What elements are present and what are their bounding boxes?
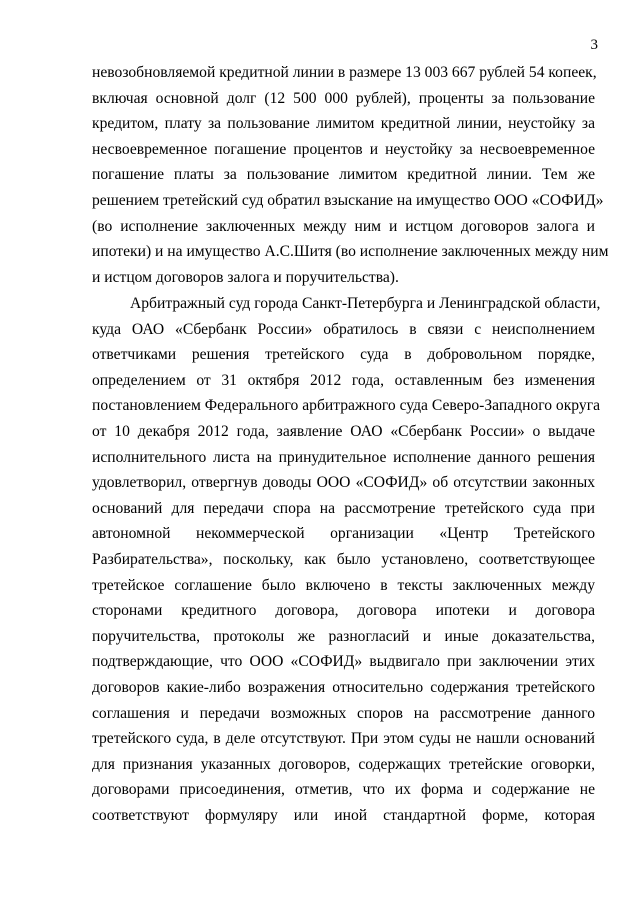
paragraph-2-line-20: договорами присоединения, отметив, что их форма и содержание не <box>92 781 595 799</box>
paragraph-2-line-19: для признания указанных договоров, содержащих третейские оговорки, <box>92 755 595 773</box>
paragraph-1-line-5: погашение платы за пользование лимитом кредитной линии. Тем же <box>92 166 595 184</box>
paragraph-1 <box>92 60 609 290</box>
paragraph-2-line-16: договоров какие-либо возражения относительно содержания третейского <box>92 678 595 696</box>
paragraph-2-line-2: куда ОАО «Сбербанк России» обратилось в связи с неисполнением <box>92 320 595 338</box>
paragraph-2-line-17: соглашения и передачи возможных споров на рассмотрение данного <box>92 704 595 722</box>
paragraph-2-line-6: от 10 декабря 2012 года, заявление ОАО «Сбербанк России» о выдаче <box>92 422 595 440</box>
paragraph-1-line-6: решением третейский суд обратил взыскание на имущество ООО «СОФИД» <box>92 191 604 209</box>
paragraph-1-line-7: (во исполнение заключенных между ним и истцом договоров залога и <box>92 217 595 235</box>
paragraph-2-line-21: соответствуют формуляру или иной стандартной форме, которая <box>92 806 595 824</box>
paragraph-1-line-8: ипотеки) и на имущество А.С.Шитя (во исполнение заключенных между ним <box>92 243 609 261</box>
paragraph-2-line-13: сторонами кредитного договора, договора ипотеки и договора <box>92 602 595 620</box>
paragraph-1-line-9: и истцом договоров залога и поручительства). <box>92 268 399 286</box>
paragraph-1-line-1: невозобновляемой кредитной линии в размере 13 003 667 рублей 54 копеек, <box>92 64 597 81</box>
paragraph-2-line-11: Разбирательства», поскольку, как было установлено, соответствующее <box>92 550 595 568</box>
paragraph-2-line-9: оснований для передачи спора на рассмотрение третейского суда при <box>92 499 595 517</box>
paragraph-2-line-8: удовлетворил, отвергнув доводы ООО «СОФИД» об отсутствии законных <box>92 474 595 492</box>
paragraph-2-line-4: определением от 31 октября 2012 года, оставленным без изменения <box>92 371 595 389</box>
paragraph-2-line-5: постановлением Федерального арбитражного суда Северо-Западного округа <box>92 397 601 415</box>
paragraph-2-line-15: подтверждающие, что ООО «СОФИД» выдвигало при заключении этих <box>92 653 595 671</box>
paragraph-2-line-7: исполнительного листа на принудительное исполнение данного решения <box>92 448 595 466</box>
paragraph-1-line-4: несвоевременное погашение процентов и неустойку за несвоевременное <box>92 140 595 158</box>
paragraph-2-line-1: Арбитражный суд города Санкт-Петербурга и Ленинградской области, <box>130 295 601 312</box>
paragraph-2-line-3: ответчиками решения третейского суда в добровольном порядке, <box>92 346 595 364</box>
paragraph-2-line-10: автономной некоммерческой организации «Центр Третейского <box>92 525 595 543</box>
paragraph-2 <box>92 291 601 828</box>
page-number: 3 <box>590 37 598 53</box>
paragraph-1-line-3: кредитом, плату за пользование лимитом кредитной линии, неустойку за <box>92 115 595 133</box>
paragraph-2-line-12: третейское соглашение было включено в тексты заключенных между <box>92 576 595 594</box>
paragraph-2-line-14: поручительства, протоколы же разногласий и иные доказательства, <box>92 627 595 645</box>
paragraph-1-line-2: включая основной долг (12 500 000 рублей), проценты за пользование <box>92 89 595 107</box>
paragraph-2-line-18: третейского суда, в деле отсутствуют. При этом суды не нашли оснований <box>92 730 595 748</box>
